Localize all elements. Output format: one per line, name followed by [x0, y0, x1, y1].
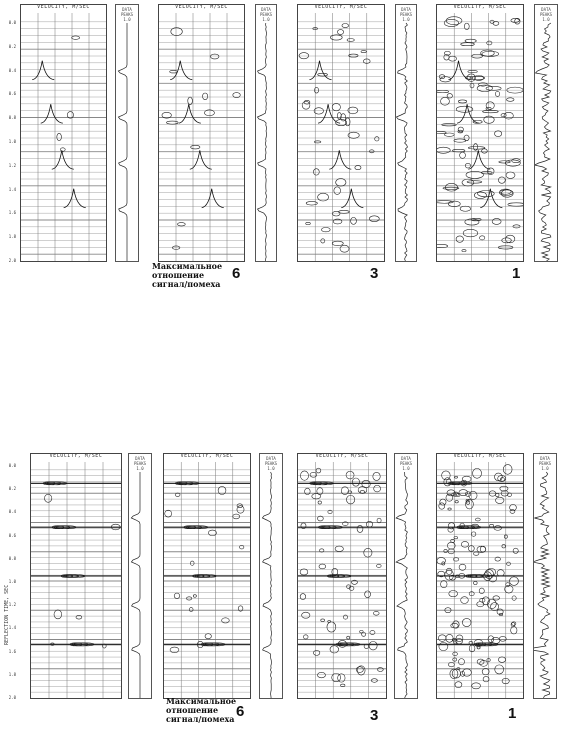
contour [345, 118, 350, 126]
contour [439, 642, 448, 650]
contour [313, 169, 319, 175]
data-peaks-trace-panel [259, 453, 283, 699]
contour [498, 657, 505, 662]
contour [303, 635, 308, 639]
time-tick-label: 0.6 [8, 91, 16, 97]
contour [442, 471, 451, 480]
time-tick-label: 0.2 [8, 486, 16, 492]
contour [44, 494, 51, 502]
velocity-spectrum-panel [297, 453, 387, 699]
time-tick-label: 0.0 [8, 20, 16, 25]
contour [446, 634, 453, 642]
top-figure-row [0, 0, 568, 300]
contour [60, 148, 65, 151]
contour [501, 114, 506, 117]
snr-label-3: 3 [370, 265, 379, 282]
contour [475, 518, 480, 521]
contour [461, 541, 468, 547]
panel-title: VELOCITY, M/SEC [175, 4, 228, 10]
contour [339, 210, 350, 213]
contour [448, 508, 451, 510]
contour [343, 615, 347, 619]
figure-caption: Максимальное отношение сигнал/помеха [152, 261, 223, 289]
time-tick-label: 1.6 [8, 210, 16, 216]
contour [355, 166, 361, 170]
top-time-axis [2, 20, 16, 263]
contour [460, 206, 470, 211]
contour [177, 223, 185, 226]
time-tick-label: 1.0 [8, 139, 16, 144]
time-tick-label: 1.6 [8, 648, 16, 654]
contour [76, 615, 82, 619]
contour [454, 536, 458, 538]
contour [361, 51, 366, 53]
contour [473, 552, 479, 555]
contour [486, 86, 501, 90]
semblance-peak [341, 189, 363, 208]
data-peaks-trace-panel [533, 453, 557, 699]
contour [304, 100, 310, 104]
bottom-figure-row [0, 445, 568, 730]
contour [451, 623, 458, 628]
contour [496, 493, 499, 496]
contour [466, 501, 470, 505]
contour [330, 646, 339, 653]
panel-title: VELOCITY, M/SEC [37, 4, 90, 10]
velocity-spectrum-panel [297, 4, 385, 262]
snr-label-3: 3 [370, 707, 379, 724]
contour [496, 497, 504, 503]
contour [465, 163, 470, 168]
contour [463, 229, 478, 237]
grid-lines [298, 13, 384, 261]
contour [456, 106, 473, 112]
contour [486, 102, 494, 110]
grid-lines [164, 462, 250, 698]
time-tick-label: 2.0 [8, 258, 16, 263]
contour [458, 659, 464, 665]
time-tick-label: 0.6 [8, 532, 16, 538]
contour [468, 147, 485, 150]
data-peaks-trace-panel [255, 4, 277, 262]
amplitude-trace [534, 472, 550, 698]
grid-lines [159, 13, 244, 261]
contour [444, 133, 454, 136]
trace-title: DATA PEAKS 1.0 [538, 456, 552, 471]
contour [237, 506, 244, 513]
contour [370, 631, 375, 635]
contour [210, 54, 218, 59]
contour [336, 179, 346, 186]
contour [437, 132, 446, 134]
contour [492, 218, 501, 224]
contour [190, 561, 194, 565]
data-peaks-trace-panel [534, 4, 558, 262]
contour [483, 676, 489, 681]
contour [480, 236, 485, 240]
contour [472, 683, 481, 689]
contour [337, 30, 343, 35]
contour [458, 100, 466, 103]
velocity-spectrum-panel [158, 4, 245, 262]
trace-title: DATA PEAKS 1.0 [133, 456, 147, 471]
axis-title: REFLECTION TIME, SEC [4, 584, 10, 645]
amplitude-trace [396, 472, 407, 698]
contour [494, 526, 502, 531]
semblance-peak [41, 104, 63, 123]
time-tick-label: 1.0 [8, 579, 16, 584]
contour [499, 636, 506, 641]
contour [444, 19, 458, 26]
contour [491, 603, 499, 611]
velocity-spectrum-panel [163, 453, 251, 699]
time-tick-label: 0.8 [8, 555, 16, 561]
contour [462, 618, 471, 626]
grid-lines [21, 13, 106, 261]
contour [332, 103, 340, 110]
snr-label-6: 6 [232, 265, 241, 282]
contour [462, 250, 466, 252]
data-peaks-trace-panel [115, 4, 139, 262]
contour [513, 548, 518, 553]
amplitude-trace [118, 23, 127, 261]
trace-title: DATA PEAKS 1.0 [539, 7, 553, 22]
contour [327, 622, 336, 632]
contour [456, 236, 463, 242]
contour [351, 217, 357, 224]
contour [477, 659, 484, 664]
panel-title: VELOCITY, M/SEC [453, 4, 507, 10]
semblance-peak [32, 61, 54, 80]
contour [452, 669, 460, 678]
contour [332, 241, 343, 245]
contour [166, 121, 178, 124]
contour [203, 93, 208, 100]
contour [54, 610, 62, 619]
time-tick-label: 0.8 [8, 115, 16, 121]
contour [188, 97, 193, 105]
amplitude-trace [257, 23, 266, 261]
bottom-time-axis [2, 463, 16, 700]
contour [318, 193, 329, 201]
time-tick-label: 0.2 [8, 43, 16, 49]
trace-title: DATA PEAKS 1.0 [120, 7, 134, 22]
contour [332, 211, 340, 216]
trace-title: DATA PEAKS 1.0 [399, 456, 413, 471]
contour [467, 181, 482, 184]
velocity-spectrum-panel [436, 453, 524, 699]
contour [507, 562, 511, 565]
contour [448, 527, 454, 532]
trace-title: DATA PEAKS 1.0 [399, 7, 413, 22]
contour [461, 597, 469, 604]
contour [437, 90, 449, 92]
contour [498, 177, 505, 183]
amplitude-trace [396, 23, 407, 261]
time-tick-label: 1.8 [8, 234, 16, 240]
contour [499, 161, 511, 163]
contour [365, 591, 371, 598]
contour [318, 672, 326, 677]
contour [334, 187, 341, 195]
contour [477, 647, 480, 649]
contour [302, 101, 310, 109]
contour [373, 472, 380, 480]
contour [360, 630, 364, 633]
snr-label-1: 1 [508, 705, 517, 722]
contour [369, 641, 377, 650]
contour [482, 149, 488, 153]
snr-label-1: 1 [512, 265, 521, 282]
contour [222, 618, 230, 623]
contour [369, 216, 379, 222]
contour [461, 43, 475, 46]
contour [340, 245, 349, 252]
time-tick-label: 1.2 [8, 162, 16, 168]
contour [446, 494, 453, 501]
panel-title: VELOCITY, M/SEC [315, 453, 369, 459]
contour [346, 471, 354, 479]
contour [492, 637, 500, 643]
semblance-peak [202, 189, 224, 208]
contour [306, 201, 317, 205]
contour [474, 192, 486, 199]
contour [449, 56, 457, 61]
contour [301, 523, 306, 529]
contour [314, 108, 323, 114]
contour [437, 557, 445, 564]
contour [453, 658, 457, 661]
contour [495, 91, 499, 96]
contour [470, 83, 474, 88]
data-peaks-trace-panel [395, 4, 417, 262]
contour [437, 201, 453, 204]
contour [357, 525, 363, 532]
trace-title: DATA PEAKS 1.0 [264, 456, 278, 471]
contour [335, 546, 343, 551]
contour [513, 225, 520, 228]
contour [72, 36, 80, 39]
contour [506, 172, 515, 178]
figure-caption: Максимальное отношение сигнал/помеха [166, 696, 237, 724]
contour [191, 145, 200, 149]
contour [438, 635, 446, 642]
contour [471, 524, 478, 528]
amplitude-trace [262, 472, 271, 698]
time-tick-label: 1.4 [8, 186, 16, 192]
contour [364, 548, 372, 557]
contour [347, 636, 350, 639]
amplitude-trace [131, 472, 140, 698]
semblance-peak [310, 61, 332, 80]
contour [504, 112, 513, 119]
time-tick-label: 1.8 [8, 671, 16, 677]
contour [493, 596, 500, 600]
contour [505, 235, 514, 243]
contour [318, 73, 328, 76]
contour [373, 611, 379, 615]
contour [321, 227, 330, 231]
contour [357, 666, 365, 675]
velocity-spectrum-panel [436, 4, 524, 262]
contour [377, 668, 383, 672]
time-tick-label: 1.4 [8, 625, 16, 631]
contour [469, 592, 474, 596]
amplitude-trace [535, 23, 551, 261]
contour [449, 590, 458, 596]
trace-title: DATA PEAKS 1.0 [259, 7, 273, 22]
contour [453, 652, 458, 656]
contour [440, 499, 446, 505]
contour [321, 239, 325, 243]
contour [487, 41, 492, 45]
contour [512, 159, 521, 163]
contour [437, 147, 450, 153]
contour [448, 523, 455, 529]
contour [302, 612, 310, 618]
contour [374, 485, 381, 492]
velocity-spectrum-panel [20, 4, 107, 262]
contour [512, 596, 516, 600]
contour [441, 581, 448, 588]
contour [342, 23, 349, 27]
contour [300, 569, 308, 575]
contour [503, 465, 512, 475]
time-tick-label: 0.0 [8, 463, 16, 468]
contour [482, 668, 489, 674]
contour [502, 545, 506, 548]
grid-lines [437, 13, 523, 261]
contour [174, 593, 180, 598]
contour [189, 608, 193, 612]
contour [455, 501, 458, 503]
contour [319, 564, 326, 569]
contour [377, 564, 382, 567]
contour [170, 647, 179, 653]
contour [455, 476, 458, 478]
time-tick-label: 0.4 [8, 509, 16, 515]
time-tick-label: 0.4 [8, 67, 16, 73]
contour [455, 682, 462, 688]
contour [462, 669, 471, 676]
panel-title: VELOCITY, M/SEC [49, 453, 103, 459]
data-peaks-trace-panel [394, 453, 418, 699]
contour [349, 54, 358, 57]
contour [306, 222, 311, 224]
contour [439, 503, 445, 509]
contour [482, 51, 499, 56]
contour [193, 595, 196, 598]
panel-title: VELOCITY, M/SEC [314, 4, 368, 10]
semblance-peak [179, 104, 201, 123]
contour [447, 94, 452, 98]
contour [469, 491, 477, 500]
contour [468, 70, 477, 72]
contour [473, 581, 477, 584]
contour [465, 39, 476, 42]
contour [165, 510, 172, 517]
time-tick-label: 1.2 [8, 602, 16, 608]
snr-label-6: 6 [236, 703, 245, 720]
contour [469, 645, 475, 652]
contour [460, 152, 466, 158]
contour [347, 39, 354, 42]
panel-title: VELOCITY, M/SEC [453, 453, 507, 459]
contour [205, 634, 211, 639]
contour [208, 530, 216, 536]
contour [299, 53, 309, 59]
contour [318, 501, 321, 504]
grid-lines [298, 462, 386, 698]
contour [321, 619, 325, 622]
time-tick-label: 2.0 [8, 695, 16, 700]
contour [495, 131, 502, 137]
contour [57, 133, 62, 140]
velocity-spectrum-panel [30, 453, 122, 699]
contour [495, 665, 504, 674]
contour [507, 98, 514, 101]
contour [508, 203, 523, 206]
contour [316, 468, 321, 473]
contour [352, 478, 359, 486]
semblance-peak [64, 189, 86, 208]
data-peaks-trace-panel [128, 453, 152, 699]
panel-title: VELOCITY, M/SEC [180, 453, 234, 459]
contour [375, 137, 379, 141]
